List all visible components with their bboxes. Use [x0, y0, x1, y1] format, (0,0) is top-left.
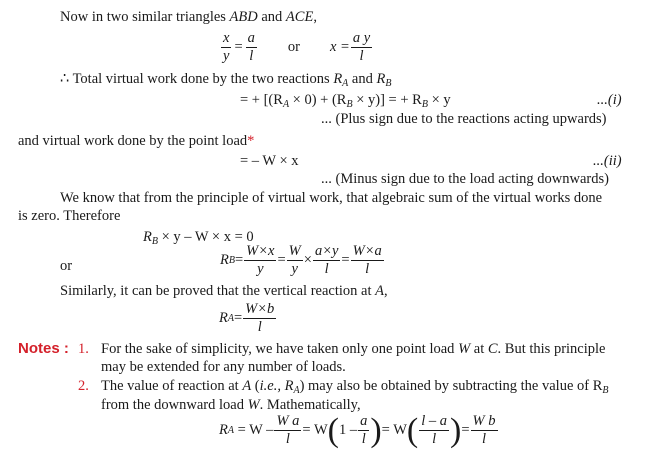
equation-tag-i: ...(i)	[597, 92, 622, 108]
fraction	[351, 244, 384, 277]
note-number-1: 1.	[78, 341, 89, 357]
para-principle-line2: is zero. Therefore	[18, 208, 121, 224]
left-paren: (	[406, 411, 419, 449]
text: ,	[313, 9, 317, 25]
text: The value of reaction at	[101, 378, 243, 394]
note-1-line1	[101, 340, 605, 358]
text: . But this principle	[497, 341, 606, 357]
equation-6	[219, 411, 499, 449]
text: ∴ Total virtual work done by the two reactions	[60, 71, 334, 87]
denominator: l	[324, 261, 329, 277]
text: 1 –	[338, 422, 358, 438]
denominator: l	[359, 48, 364, 64]
para-principle-line1: We know that from the principle of virtual work, that algebraic sum of the virtual works done	[60, 190, 603, 206]
numerator: a	[247, 30, 255, 46]
para-similar-triangles	[60, 8, 317, 26]
symbol-r: R	[376, 71, 386, 87]
note-plus-sign: ... (Plus sign due to the reactions acting upwards)	[321, 111, 607, 127]
text: and virtual work done by the point load	[18, 133, 248, 149]
denominator: l	[432, 431, 437, 447]
symbol-w: W	[458, 341, 471, 357]
numerator: W×b	[245, 301, 275, 317]
fraction	[287, 244, 303, 277]
ratio-equation	[220, 30, 373, 64]
text: = W –	[237, 422, 274, 438]
symbol-w: W	[247, 397, 260, 413]
text: × y – W × x = 0	[157, 229, 254, 245]
note-number-2: 2.	[78, 378, 89, 394]
denominator: y	[223, 48, 230, 64]
text: and	[348, 71, 377, 87]
or-text: or	[287, 39, 300, 55]
point-a: A	[242, 378, 252, 394]
numerator: a×y	[314, 243, 339, 259]
fraction-a-over-l	[246, 31, 257, 64]
equation-2: = – W × x	[240, 153, 299, 169]
triangle-ace: ACE	[285, 9, 314, 25]
denominator: l	[285, 431, 290, 447]
subscript: B	[602, 385, 609, 396]
or-label: or	[60, 258, 73, 274]
subscript: A	[342, 78, 349, 89]
note-1-line2: may be extended for any number of loads.	[101, 359, 346, 375]
text: = W	[381, 422, 407, 438]
equals-sign: =	[341, 252, 350, 268]
numerator: a	[360, 413, 368, 429]
fraction-x-over-y	[221, 31, 231, 64]
footnote-star: *	[247, 133, 255, 149]
equation-5	[219, 302, 277, 335]
subscript: B	[346, 99, 353, 110]
text: × y)] = + R	[352, 92, 422, 108]
text: × y	[427, 92, 451, 108]
numerator: x	[223, 30, 230, 46]
fraction	[274, 414, 301, 447]
text: at	[470, 341, 488, 357]
symbol-r: R	[143, 229, 152, 245]
point-a: A	[375, 283, 384, 299]
denominator: y	[257, 261, 264, 277]
text: = W	[302, 422, 328, 438]
fraction	[313, 244, 340, 277]
equals-sign: =	[234, 39, 243, 55]
text: Similarly, it can be proved that the vertical reaction at	[60, 283, 376, 299]
subscript: A	[227, 313, 234, 324]
text: ,	[383, 283, 388, 299]
denominator: l	[365, 261, 370, 277]
subscript: B	[385, 78, 392, 89]
numerator: W b	[472, 413, 496, 429]
subscript: A	[293, 385, 300, 396]
denominator: l	[482, 431, 487, 447]
denominator: l	[257, 319, 262, 335]
para-total-virtual-work	[60, 70, 391, 93]
right-paren: )	[370, 411, 382, 449]
numerator: a y	[352, 30, 371, 46]
text: . Mathematically,	[259, 397, 361, 413]
denominator: y	[291, 261, 298, 277]
subscript: B	[151, 236, 158, 247]
fraction	[244, 244, 276, 277]
denominator: l	[361, 431, 366, 447]
denominator: l	[249, 48, 254, 64]
symbol-r: R	[333, 71, 343, 87]
symbol-r: R	[220, 252, 229, 268]
symbol-r: R	[219, 422, 228, 438]
note-2-line2	[101, 396, 361, 414]
numerator: W a	[276, 413, 300, 429]
right-paren: )	[450, 411, 462, 449]
subscript: B	[228, 255, 235, 266]
equation-4	[220, 244, 385, 277]
equation-tag-ii: ...(ii)	[593, 153, 622, 169]
triangle-abd: ABD	[229, 9, 258, 25]
notes-label	[18, 340, 69, 358]
subscript: A	[282, 99, 290, 110]
subscript: A	[227, 425, 234, 436]
text: ) may also be obtained by subtracting the value of R	[299, 378, 603, 394]
text: Now in two similar triangles	[60, 9, 230, 25]
symbol-r: R	[219, 310, 228, 326]
notes-heading: Notes :	[18, 340, 69, 357]
equals-sign: =	[277, 252, 286, 268]
x-equals: x =	[329, 39, 350, 55]
text: = + [(R	[240, 92, 283, 108]
point-c: C	[487, 341, 498, 357]
numerator: W×x	[246, 243, 275, 259]
fraction	[243, 302, 276, 335]
fraction	[419, 414, 449, 447]
symbol-r: R	[280, 378, 294, 394]
ie-text: i.e.,	[259, 378, 281, 394]
times-sign: ×	[303, 252, 312, 268]
text: and	[257, 9, 286, 25]
equals-sign: =	[461, 422, 470, 438]
note-minus-sign: ... (Minus sign due to the load acting downwards)	[321, 171, 609, 187]
equals-sign: =	[233, 310, 243, 326]
text: × 0) + (R	[289, 92, 347, 108]
subscript: B	[421, 99, 428, 110]
text: from the downward load	[101, 397, 248, 413]
left-paren: (	[327, 411, 339, 449]
fraction-ay-over-l	[351, 31, 372, 64]
fraction	[358, 414, 369, 447]
equals-sign: =	[234, 252, 244, 268]
numerator: l – a	[421, 413, 448, 429]
numerator: W	[288, 243, 301, 259]
fraction	[471, 414, 498, 447]
numerator: W×a	[352, 243, 382, 259]
para-similarly	[60, 282, 388, 300]
para-point-load	[18, 132, 254, 150]
text: For the sake of simplicity, we have taken only one point load	[101, 341, 459, 357]
text: (	[251, 378, 260, 394]
